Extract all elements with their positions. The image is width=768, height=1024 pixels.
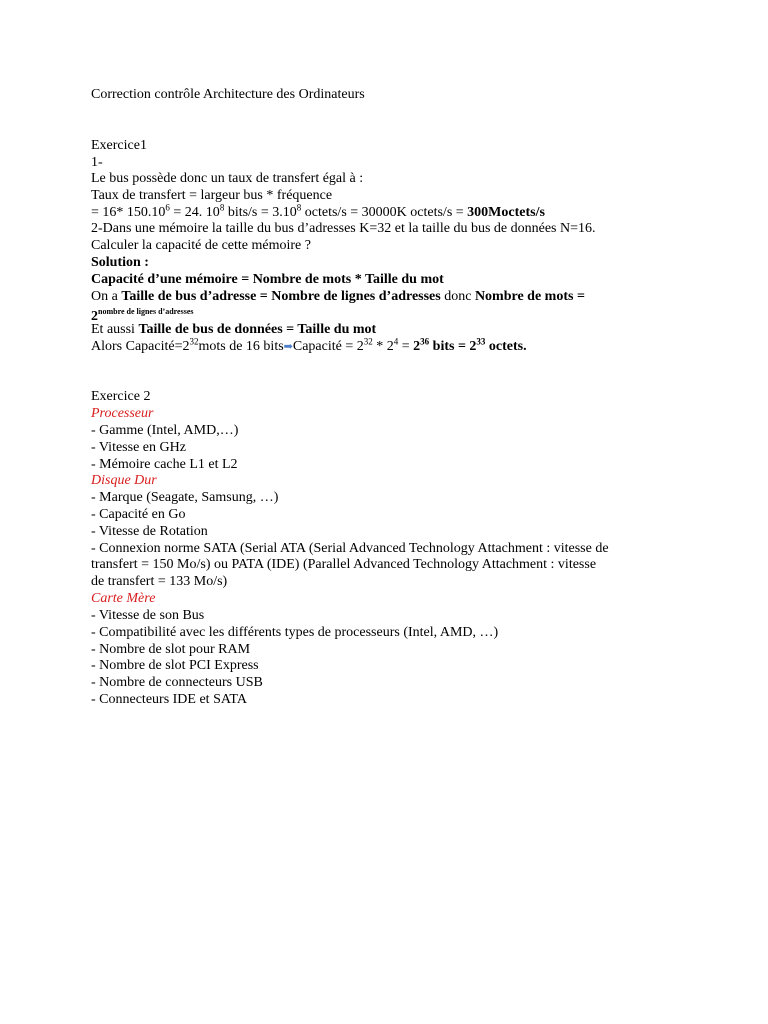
list-item: - Connecteurs IDE et SATA <box>91 692 247 707</box>
list-item: - Vitesse en GHz <box>91 440 186 455</box>
transfer-rate-line: = 16* $150.10^6 = 24$. $10^8$ bits/s = $3.10^8$ octets/s = 30000K octets/s = 300Moctets/s <box>91 202 545 220</box>
capacity-formula: Capacité d’une mémoire = Nombre de mots * Taille du mot <box>91 272 444 287</box>
section-disque-title: Disque Dur <box>91 473 157 488</box>
list-item: - Mémoire cache L1 et L2 <box>91 457 238 472</box>
capacity-result-line: Alors $Capacité=2^{32}mots$ de 16 bits➡Capacité = $2^{32} * 2^4 = 2^{36}$ bits = $2^{33}$ octets. <box>91 336 527 354</box>
document-title: Correction contrôle Architecture des Ordinateurs <box>91 87 365 102</box>
exercise-1-heading: Exercice1 <box>91 138 147 153</box>
list-item: - Connexion norme SATA (Serial ATA (Serial Advanced Technology Attachment : vitesse de <box>91 541 609 556</box>
address-bus-line: On a Taille de bus d’adresse = Nombre de lignes d’adresses donc Nombre de mots = <box>91 289 585 304</box>
arrow-right-icon: ➡ <box>283 341 293 353</box>
section-carte-mere-title: Carte Mère <box>91 591 156 606</box>
list-item: - Compatibilité avec les différents types de processeurs (Intel, AMD, …) <box>91 625 499 640</box>
ex1-text-line: Le bus possède donc un taux de transfert égal à : <box>91 171 364 186</box>
section-processeur-title: Processeur <box>91 406 154 421</box>
question-1-number: 1- <box>91 155 103 170</box>
list-item: - Nombre de slot PCI Express <box>91 658 259 673</box>
list-item: - Nombre de connecteurs USB <box>91 675 263 690</box>
list-item: - Nombre de slot pour RAM <box>91 642 251 657</box>
list-item-continuation: transfert = 150 Mo/s) ou PATA (IDE) (Parallel Advanced Technology Attachment : vitesse <box>91 557 597 572</box>
solution-heading: Solution : <box>91 255 149 270</box>
exercise-2-heading: Exercice 2 <box>91 389 151 404</box>
list-item-continuation: de transfert = 133 Mo/s) <box>91 574 228 589</box>
question-2-text: Calculer la capacité de cette mémoire ? <box>91 238 311 253</box>
list-item: - Vitesse de son Bus <box>91 608 205 623</box>
ex1-text-line: Taux de transfert = largeur bus * fréquence <box>91 188 333 203</box>
word-count-line: $2^{nombre de lignes d’adresses}$ <box>91 307 194 324</box>
list-item: - Marque (Seagate, Samsung, …) <box>91 490 279 505</box>
list-item: - Gamme (Intel, AMD,…) <box>91 423 239 438</box>
question-2-text: 2-Dans une mémoire la taille du bus d’adresses K=32 et la taille du bus de données N=16. <box>91 221 596 236</box>
list-item: - Vitesse de Rotation <box>91 524 208 539</box>
list-item: - Capacité en Go <box>91 507 186 522</box>
data-bus-line: Et aussi Taille de bus de données = Taille du mot <box>91 322 377 337</box>
